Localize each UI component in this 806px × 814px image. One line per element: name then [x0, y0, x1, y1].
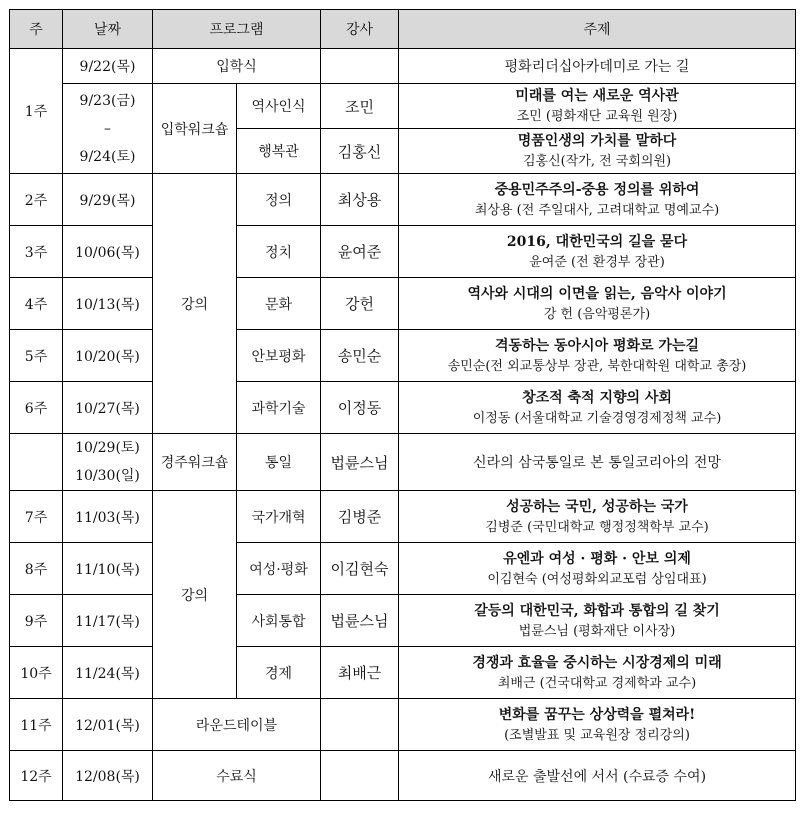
table-row [10, 330, 796, 382]
topic-title: 미래를 여는 새로운 역사관 [515, 88, 679, 104]
speaker-cell: 김홍신 [321, 129, 399, 174]
date-separator: – [104, 120, 111, 137]
date-to: 9/24(토) [79, 148, 136, 165]
week-cell: 4주 [10, 278, 63, 330]
date-cell: 11/10(목) [63, 543, 153, 595]
topic-subtitle: 최배근 (건국대학교 경제학과 교수) [497, 675, 697, 691]
table-row [10, 543, 796, 595]
date-cell [63, 84, 153, 174]
date-cell: 11/24(목) [63, 647, 153, 699]
week-cell [10, 434, 63, 491]
date-from: 9/23(금) [79, 92, 136, 109]
topic-title: 역사와 시대의 이면을 읽는, 음악사 이야기 [467, 285, 727, 302]
topic-cell [399, 129, 796, 174]
date-cell: 10/20(목) [63, 330, 153, 382]
program-cell: 경주워크숍 [153, 434, 237, 491]
table-row [10, 491, 796, 543]
program-cell: 강의 [153, 491, 237, 699]
speaker-cell: 법륜스님 [321, 434, 399, 491]
header-program: 프로그램 [153, 10, 321, 49]
week-cell: 5주 [10, 330, 63, 382]
program-cell: 입학식 [153, 49, 321, 84]
speaker-cell [321, 751, 399, 801]
table-row [10, 595, 796, 647]
topic-subtitle: 이김현숙 (여성평화외교포럼 상임대표) [487, 571, 707, 587]
topic-cell: 평화리더십아카데미로 가는 길 [399, 49, 796, 84]
speaker-cell: 이김현숙 [321, 543, 399, 595]
topic-subtitle: 윤여준 (전 환경부 장관) [529, 254, 665, 270]
topic-cell [399, 174, 796, 226]
schedule-table [9, 9, 796, 801]
topic-subtitle: 강 헌 (음악평론가) [543, 306, 651, 322]
topic-cell [399, 699, 796, 751]
date-cell: 9/22(목) [63, 49, 153, 84]
table-row [10, 278, 796, 330]
date-cell: 10/06(목) [63, 226, 153, 278]
field-cell: 여성·평화 [237, 543, 321, 595]
speaker-cell: 이정동 [321, 382, 399, 434]
field-cell: 행복관 [237, 129, 321, 174]
table-row [10, 751, 796, 801]
date-cell: 12/08(목) [63, 751, 153, 801]
topic-subtitle: (조별발표 및 교육원장 정리강의) [504, 727, 690, 743]
topic-subtitle: 김병준 (국민대학교 행정정책학부 교수) [485, 519, 709, 535]
topic-subtitle: 법륜스님 (평화재단 이사장) [518, 623, 676, 639]
topic-title: 경쟁과 효율을 중시하는 시장경제의 미래 [472, 654, 722, 671]
topic-subtitle: 최상용 (전 주일대사, 고려대학교 명예교수) [474, 202, 720, 218]
topic-cell [399, 491, 796, 543]
topic-title: 격동하는 동아시아 평화로 가는길 [495, 337, 699, 354]
topic-title: 명품인생의 가치를 말하다 [517, 133, 677, 149]
topic-cell: 새로운 출발선에 서서 (수료증 수여) [399, 751, 796, 801]
table-row [10, 382, 796, 434]
week-cell: 12주 [10, 751, 63, 801]
field-cell: 경제 [237, 647, 321, 699]
week-cell: 3주 [10, 226, 63, 278]
topic-subtitle: 김홍신(작가, 전 국회의원) [522, 154, 672, 169]
topic-cell [399, 595, 796, 647]
topic-title: 갈등의 대한민국, 화합과 통합의 길 찾기 [474, 602, 720, 619]
speaker-cell: 송민순 [321, 330, 399, 382]
topic-title: 변화를 꿈꾸는 상상력을 펼쳐라! [498, 706, 696, 723]
program-cell: 수료식 [153, 751, 321, 801]
header-week: 주 [10, 10, 63, 49]
topic-subtitle: 송민순(전 외교통상부 장관, 북한대학원 대학교 총장) [447, 358, 747, 374]
date-cell: 10/27(목) [63, 382, 153, 434]
topic-cell [399, 84, 796, 129]
date-from: 10/29(토) [75, 440, 140, 456]
topic-title: 유엔과 여성 · 평화 · 안보 의제 [503, 550, 691, 567]
speaker-cell: 윤여준 [321, 226, 399, 278]
program-cell: 강의 [153, 174, 237, 434]
field-cell: 사회통합 [237, 595, 321, 647]
table-row [10, 434, 796, 491]
field-cell: 과학기술 [237, 382, 321, 434]
date-cell: 10/13(목) [63, 278, 153, 330]
speaker-cell: 법륜스님 [321, 595, 399, 647]
table-row [10, 84, 796, 129]
topic-title: 중용민주주의-중용 정의를 위하여 [494, 181, 700, 198]
field-cell: 정치 [237, 226, 321, 278]
table-row [10, 49, 796, 84]
program-cell: 입학워크숍 [153, 84, 237, 174]
table-row [10, 699, 796, 751]
date-to: 10/30(일) [75, 468, 140, 484]
speaker-cell: 조민 [321, 84, 399, 129]
topic-cell [399, 382, 796, 434]
topic-subtitle: 이정동 (서울대학교 기술경영경제정책 교수) [472, 410, 722, 426]
date-cell: 11/17(목) [63, 595, 153, 647]
speaker-cell: 최상용 [321, 174, 399, 226]
topic-cell [399, 330, 796, 382]
field-cell: 문화 [237, 278, 321, 330]
speaker-cell: 최배근 [321, 647, 399, 699]
table-row [10, 174, 796, 226]
topic-cell [399, 543, 796, 595]
field-cell: 국가개혁 [237, 491, 321, 543]
week-cell: 8주 [10, 543, 63, 595]
date-cell: 11/03(목) [63, 491, 153, 543]
speaker-cell [321, 699, 399, 751]
program-cell: 라운드테이블 [153, 699, 321, 751]
topic-title: 창조적 축적 지향의 사회 [522, 389, 672, 406]
date-cell [63, 434, 153, 491]
header-topic: 주제 [399, 10, 796, 49]
table-row [10, 226, 796, 278]
week-cell: 1주 [10, 49, 63, 174]
header-speaker: 강사 [321, 10, 399, 49]
week-cell: 7주 [10, 491, 63, 543]
speaker-cell: 강헌 [321, 278, 399, 330]
field-cell: 정의 [237, 174, 321, 226]
week-cell: 9주 [10, 595, 63, 647]
topic-cell [399, 647, 796, 699]
topic-cell: 신라의 삼국통일로 본 통일코리아의 전망 [399, 434, 796, 491]
topic-cell [399, 226, 796, 278]
topic-subtitle: 조민 (평화재단 교육원 원장) [516, 109, 678, 124]
week-cell: 11주 [10, 699, 63, 751]
week-cell: 2주 [10, 174, 63, 226]
week-cell: 6주 [10, 382, 63, 434]
speaker-cell [321, 49, 399, 84]
field-cell: 통일 [237, 434, 321, 491]
header-row [10, 10, 796, 49]
date-cell: 12/01(목) [63, 699, 153, 751]
field-cell: 안보평화 [237, 330, 321, 382]
field-cell: 역사인식 [237, 84, 321, 129]
topic-cell [399, 278, 796, 330]
week-cell: 10주 [10, 647, 63, 699]
topic-title: 2016, 대한민국의 길을 묻다 [506, 233, 688, 250]
topic-title: 성공하는 국민, 성공하는 국가 [506, 498, 688, 515]
speaker-cell: 김병준 [321, 491, 399, 543]
date-cell: 9/29(목) [63, 174, 153, 226]
header-date: 날짜 [63, 10, 153, 49]
table-row [10, 647, 796, 699]
